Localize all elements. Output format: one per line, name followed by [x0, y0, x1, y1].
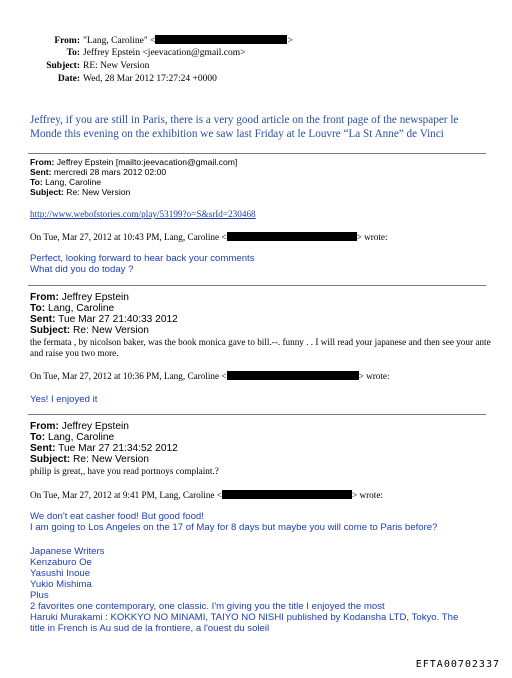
quoted1-subject-row [30, 188, 130, 198]
quoted1-from-label: From: [30, 157, 55, 167]
webofstories-link[interactable]: http://www.webofstories.com/play/53199?o=S&srId=230468 [30, 209, 256, 219]
quoted2-to-label: To: [30, 303, 46, 314]
quoted3-subject-value: Re: New Version [73, 454, 149, 465]
header-from-value: "Lang, Caroline" < [83, 36, 156, 46]
document-id: EFTA00702337 [415, 659, 500, 670]
divider [28, 153, 486, 154]
header-from-row [0, 35, 293, 47]
quoted1-from-value: Jeffrey Epstein [mailto:jeevacation@gmail.com] [56, 157, 238, 167]
quoted2-reply: Yes! I enjoyed it [30, 394, 98, 405]
quoted1-wrote-line [30, 232, 388, 242]
quoted3-subject-row [30, 454, 149, 465]
quoted2-from-row [30, 292, 129, 303]
quoted3-to-label: To: [30, 432, 46, 443]
quoted3-to-value: Lang, Caroline [47, 432, 115, 443]
header-subject-value: RE: New Version [83, 61, 150, 71]
divider [28, 285, 486, 286]
quoted3-reply-line-5: Kenzaburo Oe [30, 557, 92, 568]
quoted2-to-value: Lang, Caroline [47, 303, 115, 314]
header-to-row [0, 48, 246, 59]
quoted2-to-row [30, 303, 114, 314]
quoted3-from-row [30, 421, 129, 432]
quoted3-from-value: Jeffrey Epstein [61, 421, 129, 432]
quoted3-reply-line-10: Haruki Murakami : KOKKYO NO MINAMI, TAIYO NO NISHI published by Kodansha LTD, Tokyo. The [30, 612, 459, 623]
quoted3-wrote-suffix: > wrote: [352, 490, 383, 500]
header-date-label: Date: [57, 74, 80, 84]
top-message: Jeffrey, if you are still in Paris, there is a very good article on the front page of the newspaper le Monde this evening on the exhibition we saw last Friday at le Louvre “La St Anne” de Vinci [30, 114, 459, 140]
quoted1-subject-label: Subject: [30, 187, 64, 197]
quoted1-reply-line-2: What did you do today ? [30, 264, 134, 275]
quoted1-wrote-suffix: > wrote: [356, 232, 388, 242]
quoted2-subject-label: Subject: [30, 325, 71, 336]
redaction-box [227, 232, 357, 241]
quoted3-reply-line-1: We don't eat casher food! But good food! [30, 511, 204, 522]
header-subject-row [0, 61, 149, 72]
header-from-label: From: [54, 36, 80, 46]
header-date-row [0, 74, 217, 85]
quoted3-reply-line-9: 2 favorites one contemporary, one classic. I'm giving you the title I enjoyed the most [30, 601, 385, 612]
quoted3-wrote-prefix: On Tue, Mar 27, 2012 at 9:41 PM, Lang, Caroline < [30, 490, 222, 500]
header-to-label: To: [66, 48, 80, 58]
quoted1-to-label: To: [30, 177, 43, 187]
quoted3-from-label: From: [30, 421, 59, 432]
quoted2-subject-value: Re: New Version [73, 325, 149, 336]
quoted3-reply-line-6: Yasushi Inoue [30, 568, 91, 579]
quoted3-reply-line-4: Japanese Writers [30, 546, 105, 557]
quoted3-wrote-line [30, 490, 383, 500]
redaction-box [227, 371, 359, 380]
quoted1-reply-line-1: Perfect, looking forward to hear back your comments [30, 253, 255, 264]
header-subject-label: Subject: [46, 61, 80, 71]
quoted3-sent-label: Sent: [30, 443, 56, 454]
quoted2-from-value: Jeffrey Epstein [61, 292, 129, 303]
divider [28, 414, 486, 415]
quoted1-sent-value: mercredi 28 mars 2012 02:00 [53, 167, 167, 177]
quoted2-wrote-line [30, 371, 390, 381]
header-to-value: Jeffrey Epstein <jeevacation@gmail.com> [83, 48, 246, 58]
header-from-tail: > [287, 36, 293, 46]
quoted3-sent-value: Tue Mar 27 21:34:52 2012 [58, 443, 178, 454]
quoted3-to-row [30, 432, 114, 443]
quoted2-subject-row [30, 325, 149, 336]
quoted2-body: the fermata , by nicolson baker, was the book monica gave to bill.--. funny . . I will read your japanese and then see your ante and raise you two more. [30, 337, 491, 358]
quoted3-reply-line-11: title in French is Au sud de la frontiere, a l'ouest du soleil [30, 623, 270, 634]
quoted3-reply-line-7: Yukio Mishima [30, 579, 92, 590]
quoted2-from-label: From: [30, 292, 59, 303]
quoted3-subject-label: Subject: [30, 454, 71, 465]
redaction-box [155, 35, 287, 44]
quoted1-wrote-prefix: On Tue, Mar 27, 2012 at 10:43 PM, Lang, Caroline < [30, 232, 227, 242]
quoted3-sent-row [30, 443, 178, 454]
quoted3-body: philip is great,, have you read portnoys complaint.? [30, 466, 219, 476]
quoted3-reply-line-8: Plus [30, 590, 49, 601]
quoted1-to-value: Lang, Caroline [45, 177, 102, 187]
quoted1-sent-label: Sent: [30, 167, 52, 177]
quoted2-sent-row [30, 314, 178, 325]
quoted2-sent-label: Sent: [30, 314, 56, 325]
quoted2-wrote-suffix: > wrote: [358, 371, 390, 381]
quoted2-wrote-prefix: On Tue, Mar 27, 2012 at 10:36 PM, Lang, Caroline < [30, 371, 227, 381]
quoted3-reply-line-2: I am going to Los Angeles on the 17 of May for 8 days but maybe you will come to Paris before? [30, 522, 438, 533]
quoted1-subject-value: Re: New Version [66, 187, 131, 197]
quoted2-sent-value: Tue Mar 27 21:40:33 2012 [58, 314, 178, 325]
header-date-value: Wed, 28 Mar 2012 17:27:24 +0000 [83, 74, 217, 84]
redaction-box [222, 490, 352, 499]
